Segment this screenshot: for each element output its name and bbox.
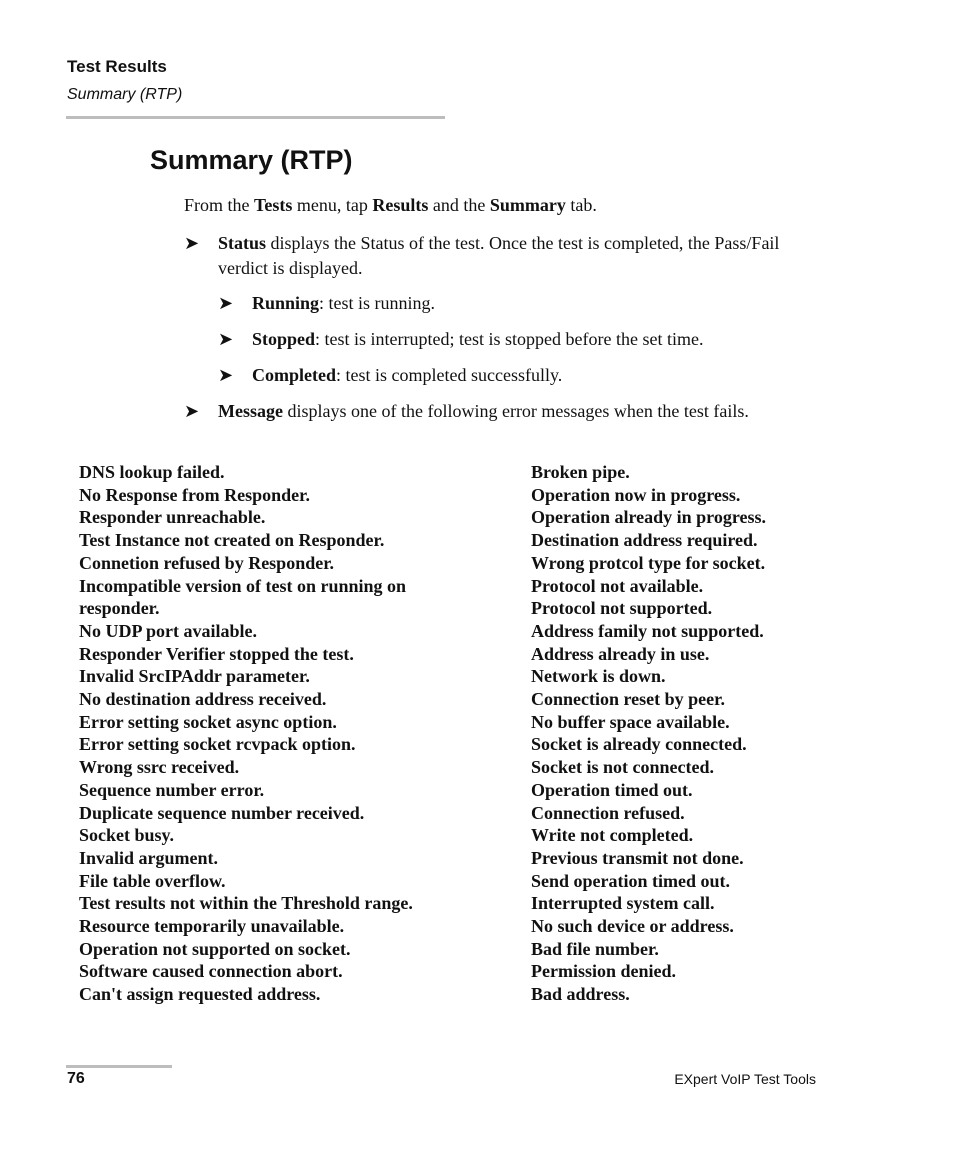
error-message-item: Protocol not available. xyxy=(531,575,704,596)
error-message-item: No destination address received. xyxy=(79,689,327,710)
error-message-item: Incompatible version of test on running on responder. xyxy=(79,575,407,619)
arrow-bullet-icon: ➤ xyxy=(184,401,200,421)
bullet-text xyxy=(252,363,562,388)
intro-text: menu, tap xyxy=(292,195,373,215)
error-message-item: Test results not within the Threshold range. xyxy=(79,893,413,914)
error-message-item: Resource temporarily unavailable. xyxy=(79,916,345,937)
error-message-item: Write not completed. xyxy=(531,825,694,846)
error-message-item: File table overflow. xyxy=(79,870,226,891)
bullet-term: Running xyxy=(252,293,320,313)
arrow-bullet-icon: ➤ xyxy=(218,329,234,349)
error-message-item: Address family not supported. xyxy=(531,620,764,641)
page-number: 76 xyxy=(67,1070,85,1087)
error-message-list-right xyxy=(531,461,831,1006)
error-message-item: Invalid argument. xyxy=(79,847,219,868)
bullet-description: displays one of the following error messages when the test fails. xyxy=(282,401,749,421)
running-header-subtitle: Summary (RTP) xyxy=(67,86,183,103)
bullet-description: displays the Status of the test. Once the test is completed, the Pass/Fail verdict is displayed. xyxy=(218,233,780,278)
error-message-item: Previous transmit not done. xyxy=(531,847,744,868)
error-message-item: Address already in use. xyxy=(531,643,710,664)
error-message-item: Error setting socket async option. xyxy=(79,711,337,732)
error-message-item: Socket busy. xyxy=(79,825,175,846)
intro-text: tab. xyxy=(565,195,597,215)
error-message-item: Can't assign requested address. xyxy=(79,984,321,1005)
error-message-item: Send operation timed out. xyxy=(531,870,731,891)
intro-text: and the xyxy=(428,195,490,215)
error-message-item: No Response from Responder. xyxy=(79,484,311,505)
error-message-item: Operation already in progress. xyxy=(531,507,767,528)
bullet-term: Status xyxy=(218,233,267,253)
error-message-item: Wrong protcol type for socket. xyxy=(531,552,766,573)
error-message-item: Connection refused. xyxy=(531,802,685,823)
error-message-item: Connetion refused by Responder. xyxy=(79,552,335,573)
intro-menu-tests: Tests xyxy=(254,195,293,215)
error-message-item: No such device or address. xyxy=(531,916,734,937)
error-message-item: Broken pipe. xyxy=(531,462,630,482)
error-message-item: Interrupted system call. xyxy=(531,893,715,914)
error-message-item: Invalid SrcIPAddr parameter. xyxy=(79,666,310,687)
error-message-item: Socket is already connected. xyxy=(531,734,747,755)
error-message-list-left xyxy=(79,461,479,1006)
bullet-text xyxy=(218,399,814,424)
bullet-text xyxy=(252,327,703,352)
bullet-description: : test is running. xyxy=(319,293,436,313)
arrow-bullet-icon: ➤ xyxy=(218,365,234,385)
error-message-item: Bad file number. xyxy=(531,938,659,959)
error-message-item: Sequence number error. xyxy=(79,779,265,800)
error-message-item: Responder unreachable. xyxy=(79,507,266,528)
error-message-item: Operation timed out. xyxy=(531,779,693,800)
bullet-text xyxy=(218,231,814,281)
intro-menu-results: Results xyxy=(372,195,429,215)
bullet-description: : test is completed successfully. xyxy=(336,365,563,385)
error-message-item: Operation now in progress. xyxy=(531,484,741,505)
header-rule xyxy=(66,116,445,119)
error-message-item: DNS lookup failed. xyxy=(79,462,225,482)
error-message-item: Error setting socket rcvpack option. xyxy=(79,734,356,755)
error-message-item: Test Instance not created on Responder. xyxy=(79,530,385,551)
bullet-term: Stopped xyxy=(252,329,316,349)
error-message-item: Bad address. xyxy=(531,984,630,1005)
bullet-text xyxy=(252,291,435,316)
error-message-item: Permission denied. xyxy=(531,961,677,982)
error-message-item: Responder Verifier stopped the test. xyxy=(79,643,354,664)
error-message-item: No UDP port available. xyxy=(79,620,257,641)
error-message-item: Software caused connection abort. xyxy=(79,961,343,982)
error-message-item: Wrong ssrc received. xyxy=(79,757,240,778)
bullet-description: : test is interrupted; test is stopped before the set time. xyxy=(315,329,704,349)
arrow-bullet-icon: ➤ xyxy=(184,233,200,253)
intro-tab-summary: Summary xyxy=(489,195,566,215)
intro-text: From the xyxy=(184,195,254,215)
error-message-item: Duplicate sequence number received. xyxy=(79,802,365,823)
bullet-term: Message xyxy=(218,401,283,421)
error-message-item: Operation not supported on socket. xyxy=(79,938,351,959)
error-message-item: No buffer space available. xyxy=(531,711,730,732)
footer-rule xyxy=(66,1065,172,1068)
error-message-item: Protocol not supported. xyxy=(531,598,713,619)
arrow-bullet-icon: ➤ xyxy=(218,293,234,313)
error-message-item: Network is down. xyxy=(531,666,666,687)
bullet-term: Completed xyxy=(252,365,336,385)
footer-document-title: EXpert VoIP Test Tools xyxy=(674,1071,816,1087)
running-header-title: Test Results xyxy=(67,57,167,76)
section-heading: Summary (RTP) xyxy=(150,145,353,175)
intro-paragraph xyxy=(184,195,597,216)
error-message-item: Connection reset by peer. xyxy=(531,689,725,710)
error-message-item: Destination address required. xyxy=(531,530,758,551)
error-message-item: Socket is not connected. xyxy=(531,757,714,778)
